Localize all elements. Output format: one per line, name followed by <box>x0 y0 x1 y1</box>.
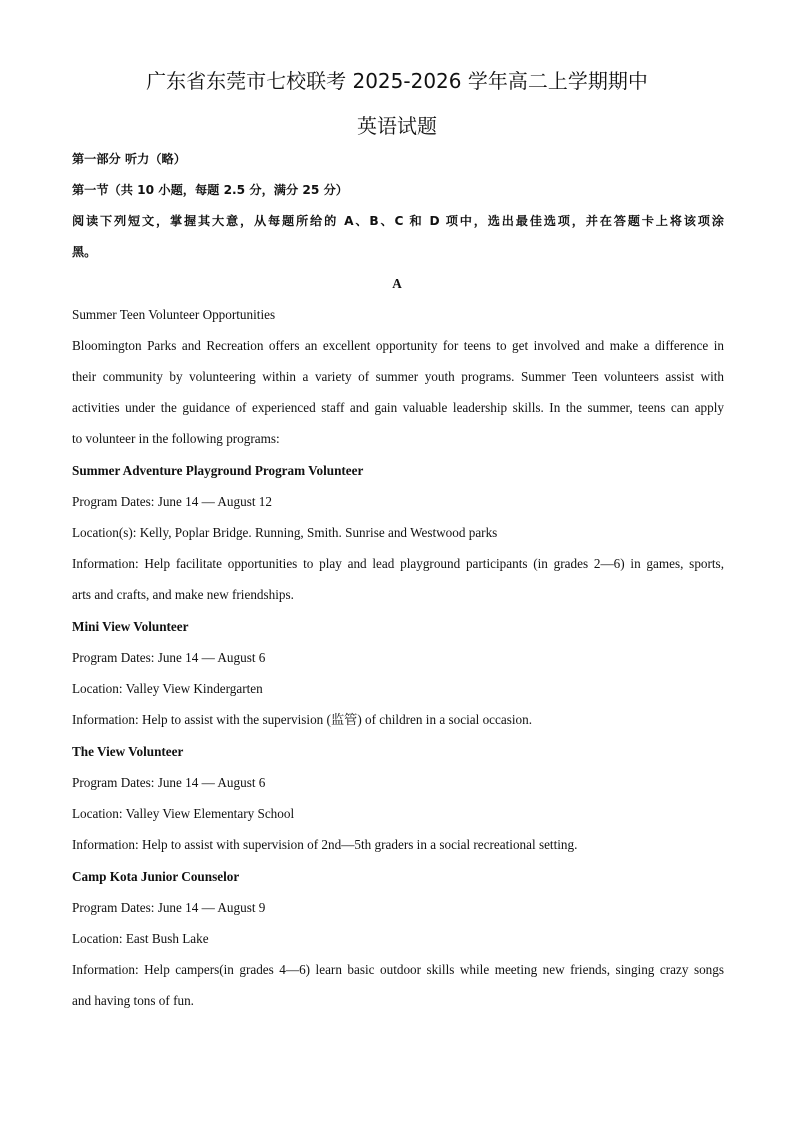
program-info: and having tons of fun. <box>72 993 194 1008</box>
program-location: Location: Valley View Elementary School <box>72 806 295 821</box>
part-heading: 第一部分 听力（略） <box>72 152 186 166</box>
program-info: Information: Help to assist with supervision of 2nd—5th graders in a social recreational setting. <box>72 837 578 852</box>
intro-line: Bloomington Parks and Recreation offers an excellent opportunity for teens to get involved and make a difference in <box>72 338 724 353</box>
intro-line: to volunteer in the following programs: <box>72 431 280 446</box>
program-location: Location: East Bush Lake <box>72 931 209 946</box>
section-heading: 第一节（共 10 小题，每题 2.5 分，满分 25 分） <box>72 183 348 197</box>
program-info: arts and crafts, and make new friendships. <box>72 587 294 602</box>
program-dates: Program Dates: June 14 — August 12 <box>72 494 272 509</box>
page-title: 广东省东莞市七校联考 2025-2026 学年高二上学期期中 <box>146 69 648 93</box>
intro-line: their community by volunteering within a variety of summer youth programs. Summer Teen volunteers assist with <box>72 369 724 384</box>
program-name: Camp Kota Junior Counselor <box>72 869 240 884</box>
intro-line: activities under the guidance of experienced staff and gain valuable leadership skills. In the summer, teens can apply <box>72 400 724 415</box>
program-info: Information: Help campers(in grades 4—6) learn basic outdoor skills while meeting new friends, singing crazy songs <box>72 962 724 977</box>
program-info: Information: Help facilitate opportunities to play and lead playground participants (in grades 2—6) in games, sports, <box>72 556 724 571</box>
program-location: Location: Valley View Kindergarten <box>72 681 263 696</box>
passage-letter: A <box>392 276 402 291</box>
program-dates: Program Dates: June 14 — August 6 <box>72 775 266 790</box>
program-info: Information: Help to assist with the supervision (监管) of children in a social occasion. <box>72 712 532 727</box>
program-name: Summer Adventure Playground Program Volunteer <box>72 463 364 478</box>
page-subtitle: 英语试题 <box>357 114 437 138</box>
program-dates: Program Dates: June 14 — August 6 <box>72 650 266 665</box>
program-dates: Program Dates: June 14 — August 9 <box>72 900 266 915</box>
program-location: Location(s): Kelly, Poplar Bridge. Running, Smith. Sunrise and Westwood parks <box>72 525 498 540</box>
passage-heading: Summer Teen Volunteer Opportunities <box>72 307 276 322</box>
program-name: The View Volunteer <box>72 744 184 759</box>
program-name: Mini View Volunteer <box>72 619 189 634</box>
directions-line-1: 阅读下列短文，掌握其大意，从每题所给的 A、B、C 和 D 项中，选出最佳选项，并在答题卡上将该项涂 <box>72 214 724 228</box>
directions-line-2: 黑。 <box>72 245 97 259</box>
